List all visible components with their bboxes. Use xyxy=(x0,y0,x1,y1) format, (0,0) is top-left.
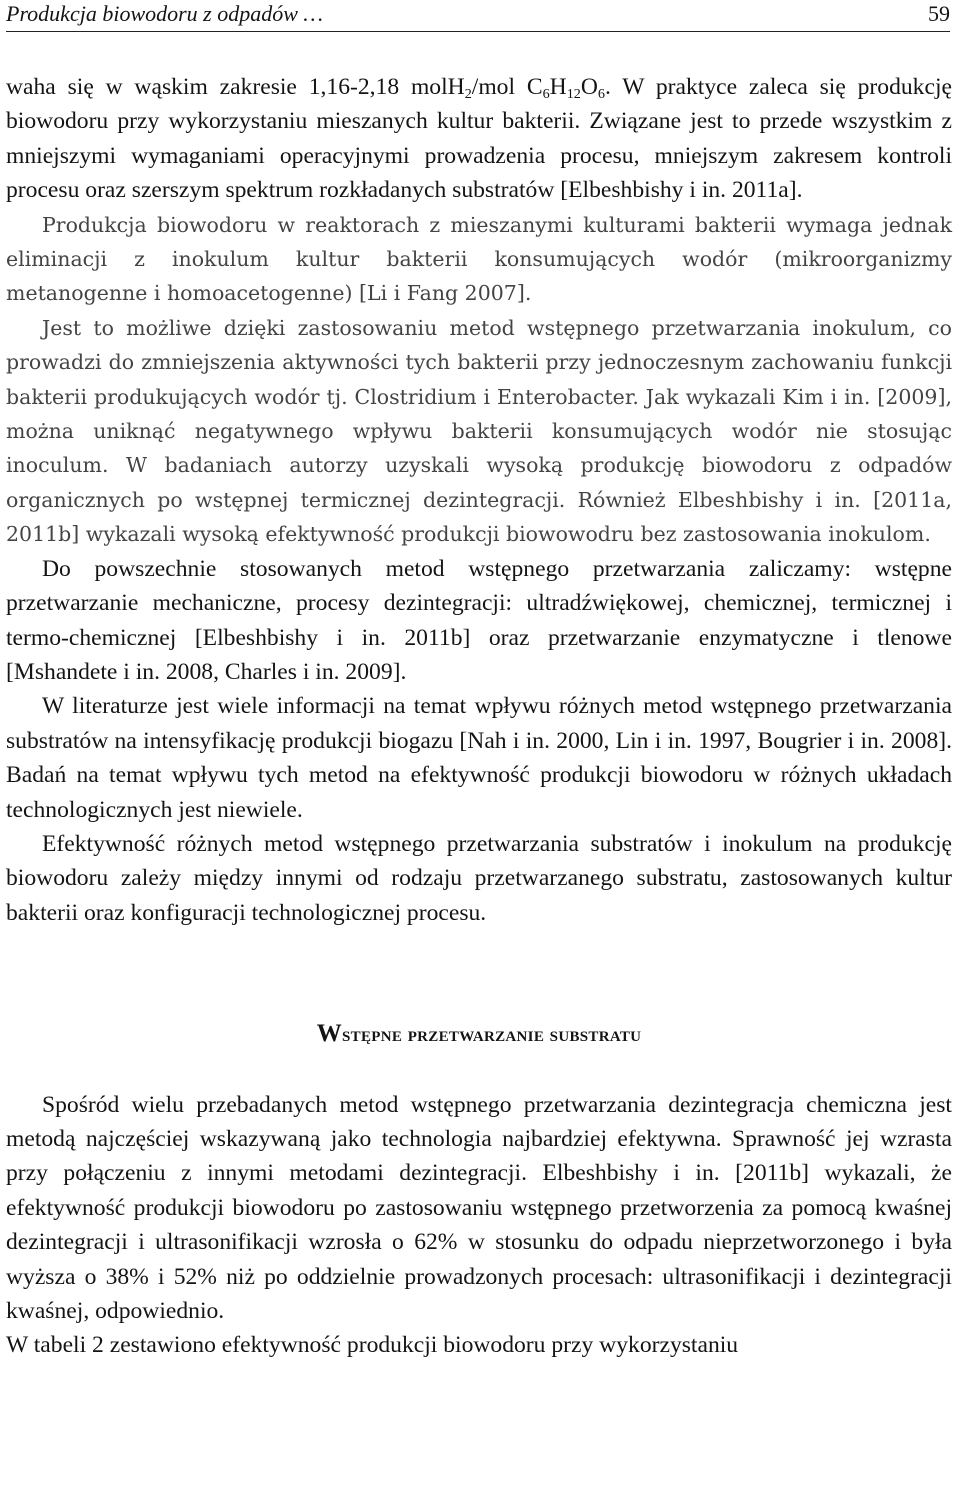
paragraph-6: Efektywność różnych metod wstępnego przetwarzania substratów i inokulum na produkcję biowodoru zależy między innymi od rodzaju przetwarzanego substratu, zastosowanych kultur bakterii oraz konfiguracji technologicznej procesu. xyxy=(6,830,952,926)
paragraph-4: Do powszechnie stosowanych metod wstępnego przetwarzania zaliczamy: wstępne przetwarzanie mechaniczne, procesy dezintegracji: ultradźwiękowej, chemicznej, termicznej i termo-chemicznej [Elbeshbishy i in. 2011b] oraz przetwarzanie enzymatyczne i tlenowe [Mshandete i in. 2008, Charles i in. 2009]. xyxy=(6,555,952,685)
paragraph-7: Spośród wielu przebadanych metod wstępnego przetwarzania dezintegracja chemiczna jest metodą najczęściej wskazywaną jako technologia najbardziej efektywna. Sprawność jej wzrasta przy połączeniu z innymi metodami dezintegracji. Elbeshbishy i in. [2011b] wykazali, że efektywność produkcji biowodoru po zastosowaniu wstępnego przetworzenia za pomocą kwaśnej dezintegracji i ultrasonifikacji wzrosła o 62% w stosunku do odpadu nieprzetworzonego i była wyższa o 38% i 52% niż po oddzielnie prowadzonych procesach: ultrasonifikacji i dezintegracji kwaśnej, odpowiednio. xyxy=(6,1091,952,1324)
paragraph-1: waha się w wąskim zakresie 1,16-2,18 molH$_2$/mol $C_6H_{12}O_6$. W praktyce zaleca się produkcję biowodoru przy wykorzystaniu mieszanych kultur bakterii. Związane jest to przede wszystkim z mniejszymi wymaganiami operacyjnymi prowadzenia procesu, mniejszym zakresem kontroli procesu oraz szerszym spektrum rozkładanych substratów [Elbeshbishy i in. 2011a]. xyxy=(6,74,952,204)
paragraph-2: Produkcja biowodoru w reaktorach z mieszanymi kulturami bakterii wymaga jednak eliminacji z inokulum kultur bakterii konsumujących wodór (mikroorganizmy metanogenne i homoacetogenne) [Li i Fang 2007]. xyxy=(6,212,952,306)
running-title: Produkcja biowodoru z odpadów … xyxy=(6,1,323,26)
body-text xyxy=(6,70,952,1363)
paragraph-8: W tabeli 2 zestawiono efektywność produkcji biowodoru przy wykorzystaniu xyxy=(6,1332,739,1359)
header-rule xyxy=(6,31,950,32)
paragraph-5: W literaturze jest wiele informacji na temat wpływu różnych metod wstępnego przetwarzania substratów na intensyfikację produkcji biogazu [Nah i in. 2000, Lin i in. 1997, Bougrier i in. 2008]. Badań na temat wpływu tych metod na efektywność produkcji biowodoru w różnych układach technologicznych jest niewiele. xyxy=(6,693,952,823)
page-number: 59 xyxy=(928,1,950,26)
running-header xyxy=(6,0,950,30)
section-heading: Wstępne przetwarzanie substratu xyxy=(316,1020,642,1048)
paragraph-3: Jest to możliwe dzięki zastosowaniu metod wstępnego przetwarzania inokulum, co prowadzi do zmniejszenia aktywności tych bakterii przy jednoczesnym zachowaniu funkcji bakterii produkujących wodór tj. Clostridium i Enterobacter. Jak wykazali Kim i in. [2009], można uniknąć negatywnego wpływu bakterii konsumujących wodór nie stosując inoculum. W badaniach autorzy uzyskali wysoką produkcję biowodoru z odpadów organicznych po wstępnej termicznej dezintegracji. Również Elbeshbishy i in. [2011a, 2011b] wykazali wysoką efektywność produkcji biowowodru bez zastosowania inokulom. xyxy=(6,315,952,547)
